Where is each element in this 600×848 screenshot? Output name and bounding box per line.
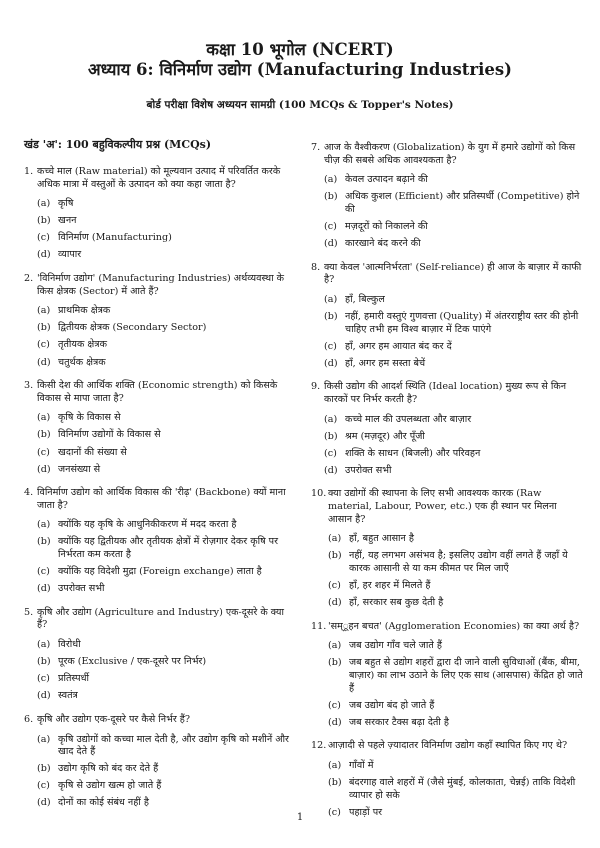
- answer-option: [37, 249, 296, 262]
- question-text: आज़ादी से पहले ज़्यादातर विनिर्माण उद्योग कहाँ स्थापित किए गए थे?: [328, 740, 568, 752]
- option-text: कृषि के विकास से: [58, 412, 121, 424]
- question-number: 1.: [24, 166, 34, 177]
- answer-option: [37, 583, 296, 596]
- option-list: [24, 639, 296, 703]
- answer-option: [37, 763, 296, 776]
- option-label: (d): [37, 249, 51, 261]
- option-list: [311, 294, 583, 370]
- option-text: कृषि से उद्योग खत्म हो जाते हैं: [58, 780, 162, 792]
- option-label: (c): [37, 339, 50, 351]
- question-number: 2.: [24, 273, 34, 285]
- option-label: (a): [324, 174, 338, 186]
- question-text: 'विनिर्माण उद्योग' (Manufacturing Industries) अर्थव्यवस्था के किस क्षेत्रक (Sector) में आते हैं?: [37, 273, 285, 297]
- question-text-row: [311, 740, 583, 753]
- answer-option: [37, 673, 296, 686]
- option-text: जब सरकार टैक्स बढ़ा देती है: [349, 716, 450, 728]
- question-item: [311, 621, 583, 730]
- option-text: व्यापार: [58, 249, 82, 261]
- question-number: 6.: [24, 713, 34, 725]
- option-label: (b): [328, 776, 342, 788]
- option-text: कृषि: [58, 198, 74, 210]
- option-label: (c): [37, 446, 50, 458]
- question-number: 12.: [311, 740, 327, 752]
- option-text: जब उद्योग बंद हो जाते हैं: [349, 699, 435, 711]
- option-label: (b): [37, 763, 51, 775]
- option-label: (d): [37, 797, 51, 809]
- answer-option: [37, 322, 296, 335]
- answer-option: [328, 533, 583, 546]
- option-text: हाँ, बहुत आसान है: [349, 533, 415, 545]
- option-text: द्वितीयक क्षेत्रक (Secondary Sector): [58, 322, 207, 334]
- left-column: [24, 138, 296, 821]
- option-label: (a): [324, 413, 338, 425]
- option-label: (a): [37, 412, 51, 424]
- option-text: शक्ति के साधन (बिजली) और परिवहन: [345, 447, 481, 459]
- option-text: जब उद्योग गाँव चले जाते हैं: [349, 640, 443, 652]
- question-text-row: [311, 142, 583, 167]
- option-text: विनिर्माण (Manufacturing): [58, 232, 172, 244]
- option-label: (b): [37, 656, 51, 668]
- question-item: [311, 142, 583, 251]
- answer-option: [324, 448, 583, 461]
- option-text: पूरक (Exclusive / एक-दूसरे पर निर्भर): [58, 656, 207, 668]
- option-label: (d): [324, 464, 338, 476]
- question-text: कच्चे माल (Raw material) को मूल्यवान उत्पाद में परिवर्तित करके अधिक मात्रा में वस्तुओं के उत्पादन को क्या कहा जाता है?: [37, 166, 281, 190]
- answer-option: [37, 797, 296, 810]
- question-number: 4.: [24, 487, 34, 499]
- option-text: उपरोक्त सभी: [345, 464, 392, 476]
- question-text: किसी उद्योग की आदर्श स्थिति (Ideal location) मुख्य रूप से किन कारकों पर निर्भर करती है?: [324, 381, 567, 405]
- question-number: 10.: [311, 488, 327, 500]
- question-text-row: [24, 714, 296, 727]
- option-text: चतुर्थक क्षेत्रक: [58, 356, 106, 368]
- option-label: (c): [37, 673, 50, 685]
- question-text: आज के वैश्वीकरण (Globalization) के युग में हमारे उद्योगों को किस चीज़ की सबसे अधिक आवश्यकता है?: [324, 142, 576, 166]
- question-text-row: [311, 488, 583, 526]
- option-label: (b): [324, 191, 338, 203]
- document-header: [0, 40, 600, 112]
- option-text: उपरोक्त सभी: [58, 583, 105, 595]
- option-label: (a): [37, 519, 51, 531]
- option-text: दोनों का कोई संबंध नहीं है: [58, 797, 149, 809]
- answer-option: [328, 777, 583, 802]
- option-list: [311, 414, 583, 478]
- question-text: क्या उद्योगों की स्थापना के लिए सभी आवश्यक कारक (Raw material, Labour, Power, etc.) एक ही स्थान पर मिलना आसान है?: [328, 488, 557, 525]
- option-list: [24, 412, 296, 476]
- answer-option: [324, 311, 583, 336]
- option-text: खदानों की संख्या से: [58, 446, 127, 458]
- page-number: 1: [296, 812, 304, 823]
- answer-option: [328, 700, 583, 713]
- question-text-row: [24, 487, 296, 512]
- answer-option: [37, 198, 296, 211]
- option-label: (b): [37, 322, 51, 334]
- option-label: (a): [37, 733, 51, 745]
- answer-option: [324, 221, 583, 234]
- question-item: [24, 487, 296, 596]
- question-list-right: [311, 142, 583, 819]
- option-text: क्योंकि यह द्वितीयक और तृतीयक क्षेत्रों में रोज़गार देकर कृषि पर निर्भरता कम करता है: [58, 536, 279, 561]
- option-label: (d): [328, 716, 342, 728]
- question-item: [311, 381, 583, 477]
- question-text-row: [311, 381, 583, 406]
- answer-option: [37, 429, 296, 442]
- option-text: बंदरगाह वाले शहरों में (जैसे मुंबई, कोलकाता, चेन्नई) ताकि विदेशी व्यापार हो सके: [349, 776, 576, 801]
- question-number: 7.: [311, 142, 321, 153]
- question-item: [24, 166, 296, 262]
- answer-option: [37, 519, 296, 532]
- option-text: पहाड़ों पर: [349, 806, 383, 818]
- option-label: (a): [324, 293, 338, 305]
- answer-option: [37, 780, 296, 793]
- option-label: (b): [37, 215, 51, 227]
- right-column: [311, 142, 583, 830]
- answer-option: [37, 639, 296, 652]
- question-text: क्या केवल 'आत्मनिर्भरता' (Self-reliance) ही आज के बाज़ार में काफी है?: [324, 261, 582, 286]
- answer-option: [37, 464, 296, 477]
- question-text-row: [24, 166, 296, 191]
- option-label: (c): [37, 780, 50, 792]
- answer-option: [324, 414, 583, 427]
- question-item: [311, 740, 583, 819]
- answer-option: [324, 191, 583, 216]
- option-label: (c): [37, 566, 50, 578]
- option-text: हाँ, अगर हम सस्ता बेचें: [345, 357, 426, 369]
- option-label: (d): [37, 356, 51, 368]
- question-list-left: [24, 166, 296, 810]
- option-list: [311, 174, 583, 250]
- answer-option: [328, 760, 583, 773]
- option-text: प्रतिस्पर्धी: [58, 673, 89, 685]
- option-text: खनन: [58, 215, 77, 227]
- answer-option: [328, 640, 583, 653]
- option-text: हाँ, सरकार सब कुछ देती है: [349, 597, 444, 609]
- answer-option: [37, 357, 296, 370]
- question-number: 5.: [24, 606, 34, 618]
- option-label: (d): [324, 357, 338, 369]
- option-label: (c): [324, 340, 337, 352]
- answer-option: [324, 174, 583, 187]
- option-list: [24, 734, 296, 810]
- question-item: [24, 273, 296, 369]
- answer-option: [328, 717, 583, 730]
- option-text: हाँ, हर शहर में मिलते हैं: [349, 579, 431, 591]
- question-text: किसी देश की आर्थिक शक्ति (Economic strength) को किसके विकास से मापा जाता है?: [37, 380, 278, 404]
- answer-option: [37, 734, 296, 759]
- answer-option: [37, 232, 296, 245]
- question-text: विनिर्माण उद्योग को आर्थिक विकास की 'रीढ़' (Backbone) क्यों माना जाता है?: [37, 487, 286, 511]
- option-text: क्योंकि यह कृषि के आधुनिकीकरण में मदद करता है: [58, 519, 237, 531]
- option-list: [24, 305, 296, 369]
- option-label: (b): [37, 429, 51, 441]
- option-text: विनिर्माण उद्योगों के विकास से: [58, 429, 161, 441]
- option-list: [311, 760, 583, 819]
- option-label: (c): [328, 699, 341, 711]
- option-label: (d): [37, 463, 51, 475]
- answer-option: [37, 536, 296, 561]
- question-text-row: [311, 262, 583, 287]
- answer-option: [328, 550, 583, 575]
- option-label: (d): [324, 238, 338, 250]
- answer-option: [37, 690, 296, 703]
- option-list: [24, 519, 296, 595]
- answer-option: [37, 566, 296, 579]
- option-label: (a): [328, 533, 342, 545]
- option-label: (b): [328, 657, 342, 669]
- option-text: स्वतंत्र: [58, 690, 78, 702]
- option-list: [311, 640, 583, 729]
- option-text: क्योंकि यह विदेशी मुद्रा (Foreign exchange) लाता है: [58, 566, 262, 578]
- answer-option: [328, 657, 583, 695]
- question-number: 3.: [24, 380, 34, 392]
- question-text-row: [24, 380, 296, 405]
- option-text: कारखाने बंद करने की: [345, 238, 421, 250]
- question-number: 9.: [311, 381, 321, 393]
- question-item: [24, 714, 296, 810]
- option-label: (c): [37, 232, 50, 244]
- option-text: तृतीयक क्षेत्रक: [58, 339, 107, 351]
- option-label: (c): [328, 579, 341, 591]
- question-item: [311, 262, 583, 371]
- option-label: (d): [37, 583, 51, 595]
- option-text: नहीं, यह लगभग असंभव है; इसलिए उद्योग वहीं लगते हैं जहाँ ये कारक आसानी से या कम कीमत पर मिल जाएँ: [349, 550, 568, 574]
- option-label: (c): [324, 220, 337, 232]
- option-text: मज़दूरों को निकालने की: [345, 220, 428, 232]
- answer-option: [37, 412, 296, 425]
- option-text: हाँ, बिल्कुल: [345, 293, 385, 305]
- question-text: कृषि और उद्योग (Agriculture and Industry) एक-दूसरे के क्या हैं?: [37, 606, 284, 631]
- option-text: कृषि उद्योगों को कच्चा माल देती है, और उद्योग कृषि को मशीनें और खाद देते हैं: [58, 733, 289, 758]
- option-text: प्राथमिक क्षेत्रक: [58, 305, 111, 317]
- option-label: (b): [37, 536, 51, 548]
- chapter-title: अध्याय 6: विनिर्माण उद्योग (Manufacturing Industries): [88, 60, 512, 79]
- answer-option: [37, 305, 296, 318]
- option-label: (a): [37, 639, 51, 651]
- option-text: विरोधी: [58, 639, 81, 651]
- option-list: [24, 198, 296, 262]
- answer-option: [328, 597, 583, 610]
- option-label: (b): [324, 310, 338, 322]
- answer-option: [324, 238, 583, 251]
- option-text: कच्चे माल की उपलब्धता और बाज़ार: [345, 413, 472, 425]
- option-label: (b): [324, 430, 338, 442]
- answer-option: [328, 580, 583, 593]
- option-label: (a): [328, 640, 342, 652]
- option-label: (c): [324, 447, 337, 459]
- answer-option: [324, 358, 583, 371]
- option-label: (a): [37, 305, 51, 317]
- option-text: गाँवों में: [349, 759, 374, 771]
- option-label: (a): [37, 198, 51, 210]
- answer-option: [324, 431, 583, 444]
- answer-option: [324, 341, 583, 354]
- answer-option: [37, 656, 296, 669]
- question-item: [311, 488, 583, 609]
- option-text: नहीं, हमारी वस्तुएं गुणवत्ता (Quality) में अंतरराष्ट्रीय स्तर की होनी चाहिए तभी हम विश्व बाज़ार में टिक पाएंगे: [345, 310, 579, 335]
- document-subtitle: बोर्ड परीक्षा विशेष अध्ययन सामग्री (100 MCQs & Topper's Notes): [146, 99, 454, 111]
- question-text-row: [24, 273, 296, 298]
- question-text-row: [24, 607, 296, 632]
- answer-option: [37, 339, 296, 352]
- option-text: उद्योग कृषि को बंद कर देते हैं: [58, 763, 159, 775]
- section-heading: खंड 'अ': 100 बहुविकल्पीय प्रश्न (MCQs): [24, 138, 212, 151]
- answer-option: [37, 447, 296, 460]
- option-label: (c): [328, 806, 341, 818]
- question-text: कृषि और उद्योग एक-दूसरे पर कैसे निर्भर हैं?: [37, 713, 191, 725]
- option-label: (b): [328, 550, 342, 562]
- option-text: जनसंख्या से: [58, 463, 101, 475]
- option-label: (a): [328, 759, 342, 771]
- question-text: 'सम्ूहन बचत' (Agglomeration Economies) का क्या अर्थ है?: [328, 620, 580, 632]
- option-label: (d): [37, 690, 51, 702]
- option-text: हाँ, अगर हम आयात बंद कर दें: [345, 340, 452, 352]
- option-text: अधिक कुशल (Efficient) और प्रतिस्पर्धी (Competitive) होने की: [345, 191, 580, 215]
- question-item: [24, 607, 296, 703]
- document-title: कक्षा 10 भूगोल (NCERT): [206, 40, 394, 59]
- option-text: श्रम (मज़दूर) और पूँजी: [345, 430, 425, 442]
- option-text: केवल उत्पादन बढ़ाने की: [345, 174, 428, 186]
- question-number: 11.: [311, 620, 327, 632]
- question-text-row: [311, 621, 583, 634]
- question-item: [24, 380, 296, 476]
- option-list: [311, 533, 583, 609]
- answer-option: [324, 294, 583, 307]
- answer-option: [324, 465, 583, 478]
- question-number: 8.: [311, 261, 321, 273]
- option-label: (d): [328, 597, 342, 609]
- option-text: जब बहुत से उद्योग शहरों द्वारा दी जाने वाली सुविधाओं (बैंक, बीमा, बाज़ार) का लाभ उठाने के लिए एक साथ (आसपास) केंद्रित हो जाते हैं: [349, 657, 583, 694]
- answer-option: [37, 215, 296, 228]
